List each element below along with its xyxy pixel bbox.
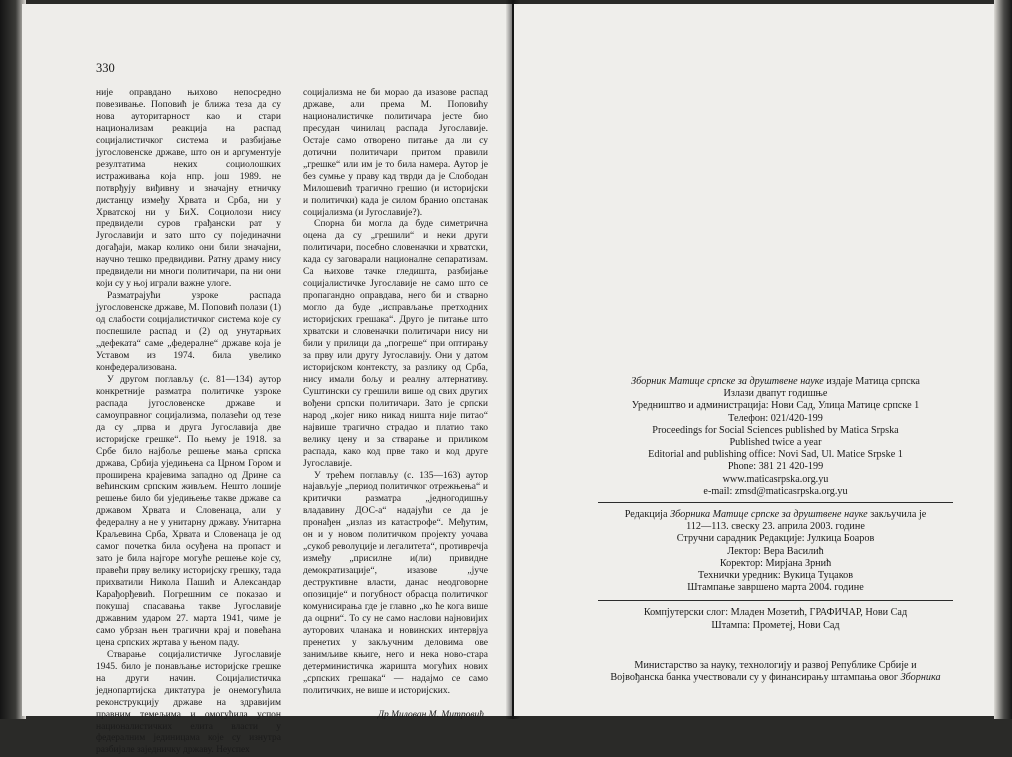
imprint-line: Лектор: Вера Василић <box>727 545 824 557</box>
print-info <box>598 607 953 631</box>
imprint-text: издаје Матица српска <box>823 376 920 387</box>
imprint-line: 112—113. свеску 23. априла 2003. године <box>686 521 865 533</box>
paragraph: Разматрајући узроке распада југословенске државе, М. Поповић полази (1) од слабости социјалистичког система које су поспешиле распад и (2) од унутарњих „дефеката“ саме „федералне“ државе која је Уставом из 1974. била увелико конфедерализована. <box>96 291 281 373</box>
left-page <box>22 4 512 756</box>
book-right-edge <box>994 0 1012 719</box>
imprint-line: Компјутерски слог: Младен Мозетић, ГРАФИЧАР, Нови Сад <box>643 607 908 619</box>
divider <box>598 600 953 601</box>
imprint-line: Phone: 381 21 420-199 <box>727 461 824 473</box>
imprint-line: Излази двапут годишње <box>723 388 828 400</box>
imprint-line: Editorial and publishing office: Novi Sad, Ul. Matice Srpske 1 <box>648 449 903 461</box>
imprint-text: Редакција <box>624 509 671 521</box>
imprint-line: Коректор: Мирјана Зрнић <box>719 557 832 569</box>
imprint-line: Технички уредник: Вукица Туцаков <box>697 570 854 582</box>
journal-title: Зборника <box>900 672 941 684</box>
divider <box>598 502 953 503</box>
author-signature: Др Милован М. Митровић <box>377 709 484 720</box>
imprint-line: Штампање завршено марта 2004. године <box>687 582 864 594</box>
paragraph: У другом поглављу (с. 81—134) аутор конкретније разматра политичке узроке распада југословенске државе и самоуправног социјализма, полазећи од тезе да су „прва и друга Југославија две историјске грешке“. По њему је 1918. за Србе било најбоље решење мања српска држава, Србија уједињена са Црном Гором и проширена крајевима западно од Дрине са већинским српским живљем. Нешто лошије решење било би уједињење такве државе са државом Хрвата и Словенаца, али у федералну а не у унитарну државу. Унитарна Краљевина Срба, Хрвата и Словенаца је од самог почетка била осуђена на пропаст и зато је била најгоре могуће решење које су, правећи прву велику историјску грешку, тада прихватили Никола Пашић и Александар Карађорђевић. Погрешним се показао и покушај спасавања такве Југославије државним ударом 27. марта 1941, чиме је само убрзан њен трагични крај и повећана цена српских жртава у њеном паду. <box>96 374 281 648</box>
editorial-info <box>598 509 953 594</box>
imprint-text: Војвођанска банка учествовали су у финансирању штампања овог <box>610 672 901 684</box>
funding-note <box>598 660 953 684</box>
imprint-line: Уредништво и администрација: Нови Сад, Улица Матице српске 1 <box>631 400 920 412</box>
text-column-right <box>303 88 488 722</box>
imprint-line: Министарство за науку, технологију и развој Републике Србије и <box>634 659 917 671</box>
imprint-line: Published twice a year <box>729 437 822 449</box>
imprint-line: Стручни сарадник Редакције: Јулкица Боаров <box>676 533 875 545</box>
text-column-left <box>96 88 281 757</box>
paragraph: није оправдано њихово непосредно повезивање. Поповић је ближа теза да су нова ауторитарност као и стари национализам реакција на распад социјалистичког система и разбијање југословенске државе, што он и аргументује резултатима неких социолошких истраживања која нпр. још 1989. не потврђују виђивну и значајну етничку дистанцу између Хрвата и Срба, ни у Хрватској ни у БиХ. Социолози нису предвидели суров грађански рат у Југославији и зато што су појединачни догађаји, макар колико они били значајни, научно тешко предвидиви. Ратну драму нису предвидели ни многи политичари, па ни они који су у њој играли важне улоге. <box>96 88 281 290</box>
imprint-line: Proceedings for Social Sciences published by Matica Srpska <box>652 424 899 436</box>
journal-title: Зборника Матице српске за друштвене науке <box>670 509 868 521</box>
imprint-line <box>598 509 953 521</box>
imprint-line: Телефон: 021/420-199 <box>728 412 823 424</box>
right-page <box>514 4 996 716</box>
spacer <box>598 632 953 660</box>
paragraph: У трећем поглављу (с. 135—163) аутор најављује „период политичког отрежњења“ и критички разматра „једногодишњу владавину ДОС-а“ надајући се да је пронађен „излаз из катастрофе“. Међутим, он и у новом политичком пројекту уочава „сукоб револуције и легалитета“, противречја између „присилне и(ли) привидне демократизације“, изазове „јуче деструктивне власти, данас неодговорне опозиције“ и погубност обрасца политичког комунисирања где је главно „ко ће кога више да оцрни“. То су не само наслови најновијих ауторових чланака и новинских интервјуа пренетих у закључним деловима ове занимљиве књиге, него и нека ново-стара детерминистичка жаришта могућих нових „српских грешака“ — надајмо се само политичких, не више и историјских. <box>303 470 488 696</box>
colophon <box>598 376 953 684</box>
paragraph: Спорна би могла да буде симетрична оцена да су „грешили“ и неки други политичари, посебно словеначки и хрватски, када су заговарали националне сепаратизам. Са њихове тачке гледишта, разбијање социјалистичке Југославије не само што се пропагандно оправдава, него би и стварно могло да буде „исправљање претходних историјских грешака“. Друго је питање што хрватски и словеначки политичари нису ни били у прилици да „погреше“ при оптирању за прву или другу Југославију. Они у датом историјском контексту, за разлику од Срба, нису имали бољу и реалну алтернативу. Суштински су грешили више од свих других вођени српски политичари. Зато је српски народ „којег нико никад ништа није питао“ највише трагично страдао и платио тако велику цену и за стварање и приликом распада, како код прве тако и код друге Југославије. <box>303 219 488 469</box>
imprint-line: e-mail: zmsd@maticasrpska.org.yu <box>703 485 848 497</box>
imprint-line: Штампа: Прометеј, Нови Сад <box>711 619 840 631</box>
imprint-line: www.maticasrpska.org.yu <box>722 473 829 485</box>
publisher-info <box>598 376 953 498</box>
imprint-line <box>598 672 953 684</box>
paragraph: социјализма не би морао да изазове распад државе, али према М. Поповићу националистичке политичара јесте био пресудан чинилац распада Југославије. Остаје само отворено питање да ли су дотични политичари притом правили „грешке“ или им је то била намера. Аутор је без сумње у праву кад тврди да је Слободан Милошевић трагично грешио (и историјски и политички) када је силом бранио опстанак социјализма (и Југославије?). <box>303 88 488 218</box>
imprint-line <box>598 376 953 388</box>
paragraph: Стварање социјалистичке Југославије 1945. било је понављање историјске грешке на други начин. Социјалистичка једнопартијска диктатура је онемогућила реконструкцију државе на здравијим правним темељима и омогућила успон националистичких елита власти у федералним јединицама које су изнутра разбијале заједничку државу. Неуспех <box>96 649 281 756</box>
journal-title: Зборник Матице српске за друштвене науке <box>631 376 824 387</box>
page-number: 330 <box>96 61 115 75</box>
imprint-text: закључила је <box>867 509 927 521</box>
